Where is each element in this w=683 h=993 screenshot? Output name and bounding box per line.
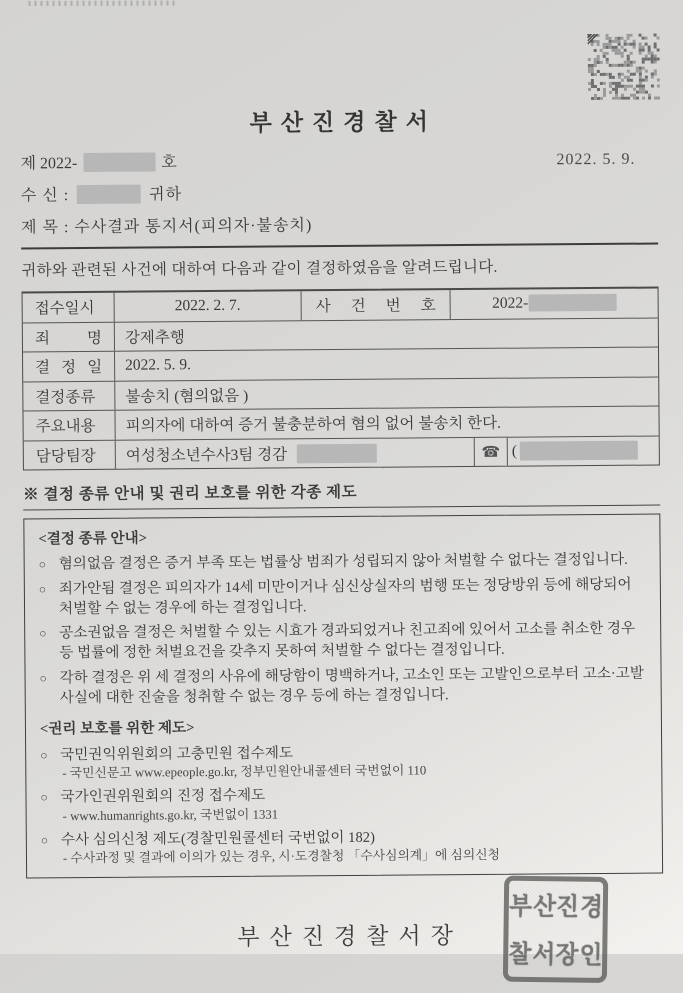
decision-date-label: 결 정 일 bbox=[23, 352, 115, 381]
doc-number bbox=[20, 149, 176, 173]
bullet-text: 각하 결정은 위 세 결정의 사유에 해당함이 명백하거나, 고소인 또는 고발인으로부터 고소·고발 사실에 대한 진술을 청취할 수 없는 경우 등에 하는 결정입니다. bbox=[59, 665, 644, 707]
rights-item-title: 수사 심의신청 제도(경찰민원콜센터 국번없이 182) bbox=[60, 829, 375, 848]
notice-box bbox=[23, 513, 663, 878]
stamp-char: 경 bbox=[579, 891, 603, 922]
official-seal-stamp-icon bbox=[503, 876, 608, 983]
decision-guide-title: <결정 종류 안내> bbox=[38, 530, 148, 548]
decision-bullet bbox=[39, 550, 648, 575]
rights-item-title: 국가인권위원회의 진정 접수제도 bbox=[60, 787, 266, 806]
doc-number-prefix: 제 2022- bbox=[20, 155, 78, 173]
bullet-marker: ○ bbox=[38, 582, 47, 597]
main-content-label: 주요내용 bbox=[23, 411, 115, 440]
stamp-char: 진 bbox=[556, 891, 580, 921]
decision-type-value: 불송치 (혐의없음 ) bbox=[125, 387, 249, 406]
case-summary-table bbox=[22, 287, 660, 471]
phone-icon: ☎ bbox=[474, 437, 507, 466]
team-leader-label: 담당팀장 bbox=[24, 440, 116, 469]
recipient-label: 수 신 : bbox=[20, 187, 70, 205]
team-leader-value: 여성청소년수사3팀 경감 bbox=[116, 441, 474, 466]
offense-label: 죄 명 bbox=[23, 322, 115, 351]
stamp-char: 부 bbox=[509, 890, 533, 921]
stamp-char: 산 bbox=[532, 890, 556, 921]
rights-item bbox=[41, 826, 650, 867]
receipt-date-value: 2022. 2. 7. bbox=[174, 297, 241, 315]
cutoff-print-text bbox=[28, 1, 178, 6]
rights-item-detail: - 수사과정 및 결과에 이의가 있는 경우, 시·도경찰청 「수사심의계」에 심의신청 bbox=[62, 848, 500, 866]
bullet-marker: ○ bbox=[40, 747, 48, 762]
intro-paragraph: 귀하와 관련된 사건에 대하여 다음과 같이 결정하였음을 알려드립니다. bbox=[21, 258, 498, 280]
offense-value: 강제추행 bbox=[124, 328, 185, 347]
phone-number-value: ( bbox=[507, 436, 659, 466]
signature-block bbox=[26, 875, 664, 992]
rights-title: <권리 보호를 위한 제도> bbox=[39, 719, 195, 738]
subject-row bbox=[21, 210, 658, 238]
main-content-value: 피의자에 대하여 증거 불충분하여 혐의 없어 불송치 한다. bbox=[125, 414, 502, 435]
redaction-officer-name bbox=[297, 443, 377, 463]
redaction-phone-number bbox=[520, 441, 638, 461]
bullet-marker: ○ bbox=[40, 832, 49, 847]
stamp-char: 인 bbox=[578, 939, 603, 970]
bullet-marker: ○ bbox=[38, 557, 46, 572]
rights-item-title: 국민권익위원회의 고충민원 접수제도 bbox=[60, 744, 294, 763]
bullet-text: 혐의없음 결정은 증거 부족 또는 법률상 범죄가 성립되지 않아 처벌할 수 없다는 결정입니다. bbox=[58, 551, 628, 573]
signer-title: 부산진경찰서장 bbox=[237, 923, 463, 950]
subject-text: 수사결과 통지서(피의자·불송치) bbox=[74, 217, 313, 237]
bullet-text: 공소권없음 결정은 처벌할 수 있는 시효가 경과되었거나 친고죄에 있어서 고소를 취소한 경우 등 법률에 정한 처벌요건을 갖추지 못하여 처벌할 수 없다는 결정입니다. bbox=[59, 621, 636, 662]
redaction-case-number bbox=[528, 294, 616, 312]
stamp-char: 찰 bbox=[508, 938, 532, 969]
redaction-recipient bbox=[77, 185, 141, 205]
doc-number-row bbox=[20, 146, 657, 174]
case-number-label: 사 건 번 호 bbox=[301, 290, 451, 320]
bullet-marker: ○ bbox=[39, 671, 47, 686]
rights-item bbox=[40, 784, 649, 825]
decision-bullet bbox=[40, 665, 649, 709]
recipient-row bbox=[21, 178, 658, 206]
recipient-suffix: 귀하 bbox=[149, 186, 183, 204]
decision-bullet bbox=[39, 620, 648, 664]
page-title: 부산진경찰서 bbox=[249, 109, 437, 136]
decision-type-label: 결정종류 bbox=[23, 381, 115, 410]
rights-item bbox=[40, 741, 649, 782]
barcode-2d-icon bbox=[588, 33, 661, 100]
header-divider bbox=[21, 243, 658, 250]
redaction-doc-number bbox=[83, 152, 155, 172]
receipt-date-label: 접수일시 bbox=[23, 293, 115, 322]
notice-section-heading: ※ 결정 종류 안내 및 권리 보호를 위한 각종 제도 bbox=[23, 477, 660, 510]
decision-bullet bbox=[39, 575, 648, 619]
rights-item-detail: - www.humanrights.go.kr, 국번없이 1331 bbox=[62, 807, 279, 824]
bullet-text: 죄가안됨 결정은 피의자가 14세 미만이거나 심신상실자의 범행 또는 정당방위 등에 해당되어 처벌할 수 없는 경우에 하는 결정입니다. bbox=[58, 576, 632, 617]
case-number-value: 2022- bbox=[451, 294, 658, 314]
table-row-team-leader bbox=[24, 435, 659, 469]
doc-number-suffix: 호 bbox=[161, 154, 177, 172]
subject-label: 제 목 : bbox=[20, 219, 70, 237]
decision-date-value: 2022. 5. 9. bbox=[125, 356, 192, 374]
document-date: 2022. 5. 9. bbox=[556, 150, 636, 169]
stamp-char: 서 bbox=[531, 938, 556, 969]
stamp-char: 장 bbox=[555, 939, 579, 969]
rights-item-detail: - 국민신문고 www.epeople.go.kr, 정부민원안내콜센터 국번없이 110 bbox=[62, 763, 427, 781]
bullet-marker: ○ bbox=[39, 626, 47, 641]
bullet-marker: ○ bbox=[40, 790, 48, 805]
